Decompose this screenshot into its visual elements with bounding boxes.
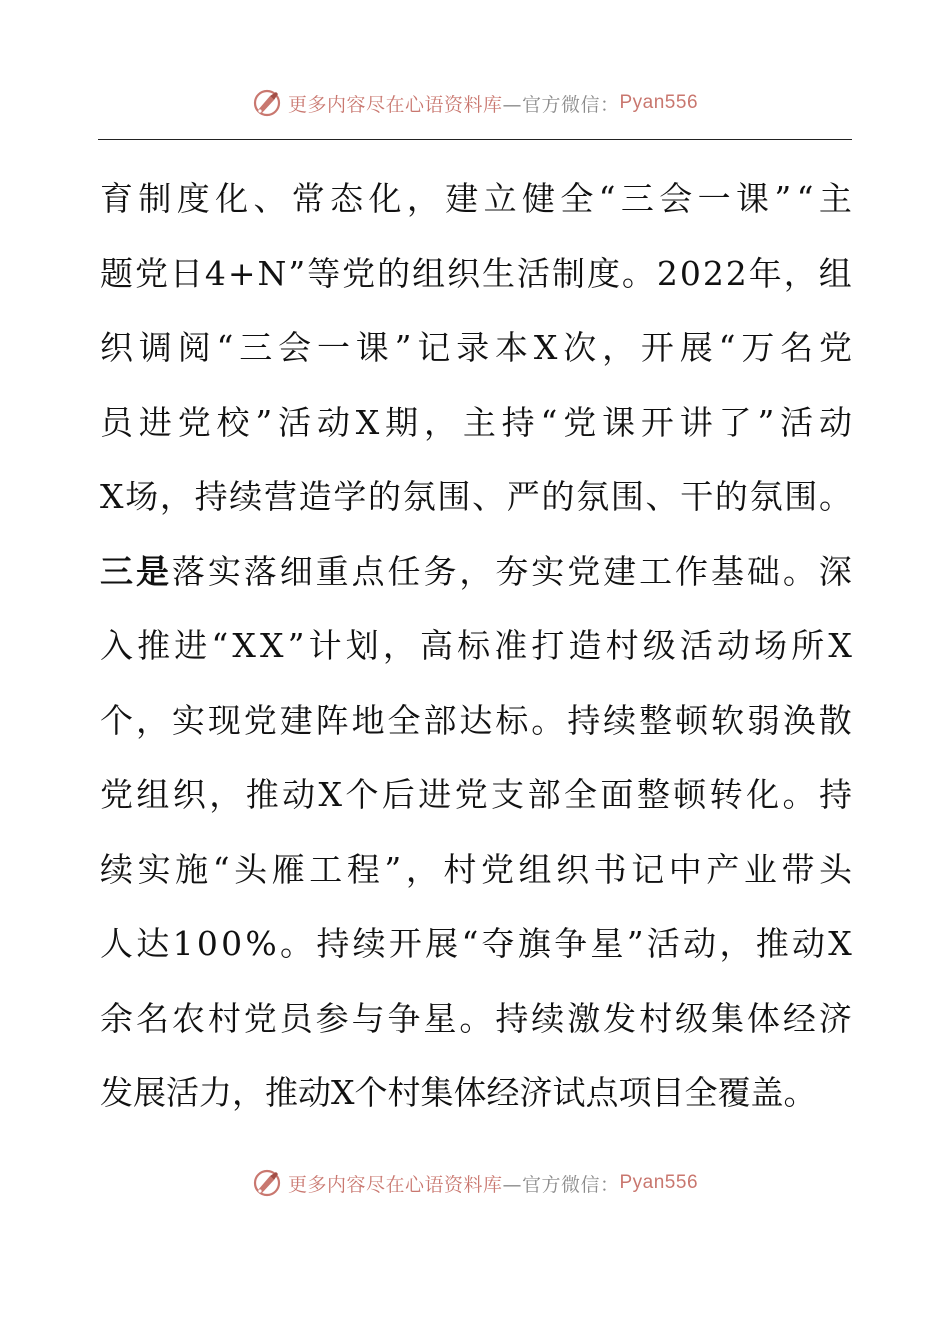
body-char: 个 [100,700,133,740]
body-char: 实 [531,551,565,591]
body-line-text [100,907,852,982]
body-char: 落 [243,551,277,591]
body-char: 2 [656,253,678,293]
body-char: 级 [642,626,676,665]
body-char: 2 [725,253,747,293]
body-char: 造 [298,477,332,516]
body-char: 参 [315,998,349,1038]
body-char: 持 [818,775,852,814]
body-char: 实 [137,849,171,889]
body-char: “ [718,328,736,367]
body-char: 场 [125,477,159,516]
body-char: 工 [639,551,673,591]
body-char: 书 [593,849,627,889]
body-char: 4 [204,253,226,293]
body-line [100,311,852,386]
body-char: 万 [741,328,775,367]
body-char: 高 [420,626,453,665]
body-char: 造 [568,626,602,665]
body-char: 准 [494,626,528,665]
header-banner-handle: Pyan556 [619,92,699,113]
body-char: ， [405,849,439,889]
body-char: 校 [216,402,250,442]
body-char: 达 [459,700,493,740]
body-char: 。 [782,775,816,814]
body-char: 任 [387,551,421,591]
body-char: “ [212,849,230,889]
body-char: 化 [215,179,249,218]
body-char: 氛 [749,477,783,516]
body-char: 组 [518,849,552,889]
body-line-text [100,460,852,535]
body-char: 0 [679,253,701,293]
body-char: “ [461,924,479,963]
body-char: 争 [387,998,421,1038]
body-char: 动 [792,924,826,963]
body-char: 村 [605,626,639,665]
body-char: 化 [746,775,780,814]
body-char: 动 [282,775,316,814]
body-line-text [100,311,852,386]
body-char: 动 [717,626,750,665]
body-char: ， [135,700,169,740]
body-char: 健 [521,179,555,218]
body-char: 余 [100,998,133,1038]
body-char: ” [384,849,402,889]
body-char: 党 [134,253,168,293]
body-char: X [232,626,256,665]
body-char: 开 [640,402,674,442]
body-char: 续 [531,998,565,1038]
body-char: ” [288,253,306,293]
body-char: 学 [333,477,367,516]
body-char: 题 [100,253,133,293]
body-char: 。 [531,700,565,740]
body-char: 活 [517,253,550,293]
body-char: ” [626,924,644,963]
body-char: 划 [345,626,379,665]
body-char: 务 [423,551,457,591]
section-marker-char: 是 [135,551,169,591]
body-char: 中 [668,849,702,889]
body-char: 程 [346,849,380,889]
body-char: 持 [495,998,529,1038]
body-char: 织 [100,328,133,367]
body-char: “ [216,328,234,367]
body-char: 软 [710,700,744,740]
body-char: 实 [207,551,241,591]
body-char: 会 [659,179,693,218]
body-char: 星 [590,924,624,963]
body-char: 开 [640,328,674,367]
body-char: 头 [234,849,268,889]
body-line [100,460,852,535]
body-char: 个 [345,775,379,814]
body-char: 。 [621,253,655,293]
body-char: 化 [368,179,402,218]
footer-banner-handle: Pyan556 [619,1172,699,1193]
body-char: 阵 [315,700,349,740]
header-divider [98,139,852,140]
body-char: 名 [780,328,814,367]
body-char: “ [540,402,558,442]
body-char: 村 [639,998,673,1038]
body-char: 旗 [517,924,551,963]
body-char: 年 [748,253,782,293]
body-char: 所 [791,626,825,665]
body-char: 录 [456,328,490,367]
body-char: 涣 [782,700,816,740]
body-char: 党 [100,775,133,814]
body-char: ， [159,477,193,516]
body-char: 打 [531,626,565,665]
body-char: 地 [351,700,385,740]
body-char: ， [783,253,817,293]
body-char: X [828,626,852,665]
body-char: 制 [551,253,585,293]
body-char: 达 [136,924,170,963]
body-char: 济 [818,998,852,1038]
section-marker-char: 三 [100,551,133,591]
body-char: 持 [194,477,228,516]
body-char: ” [757,402,775,442]
body-char: 动 [316,402,350,442]
body-char: 组 [818,253,852,293]
body-char: 党 [243,998,277,1038]
body-char: 主 [818,179,852,218]
body-line-text [100,609,852,684]
body-char: 次 [563,328,597,367]
body-char: 三 [239,328,273,367]
body-char: 续 [352,924,386,963]
body-char: 本 [495,328,529,367]
body-char: 党 [342,253,376,293]
body-char: 建 [603,551,637,591]
body-line-text [100,237,852,312]
body-line-text [100,162,852,237]
body-char: 经 [782,998,816,1038]
body-char: “ [598,179,616,218]
body-char: 党 [454,775,488,814]
body-char: 带 [781,849,815,889]
body-line [100,1056,852,1131]
body-char: 点 [351,551,385,591]
body-char: 标 [457,626,491,665]
body-line [100,833,852,908]
body-char: 氛 [402,477,436,516]
body-char: 制 [138,179,172,218]
pen-nib-logo-icon [252,1168,282,1198]
body-char: 整 [639,700,673,740]
body-char: 一 [697,179,731,218]
body-char: 标 [495,700,529,740]
body-char: 活 [679,626,713,665]
body-char: 的 [377,253,411,293]
body-char: ， [459,551,493,591]
body-line-text [100,535,852,610]
body-char: X [100,477,124,516]
body-char: 顿 [675,700,708,740]
body-char: 记 [417,328,451,367]
body-char: 施 [175,849,209,889]
body-char: 进 [418,775,452,814]
body-char: 细 [279,551,313,591]
body-char: 续 [229,477,263,516]
body-char: % [245,924,277,963]
body-char: 组 [412,253,446,293]
pen-nib-logo-icon [252,88,282,118]
body-char: ” [394,328,412,367]
body-char: 日 [169,253,203,293]
body-char: ， [382,626,416,665]
body-char: 态 [330,179,364,218]
body-char: 织 [172,775,206,814]
body-char: 调 [138,328,172,367]
body-char: 。 [782,551,816,591]
body-char: ， [423,402,457,442]
body-char: 实 [171,700,205,740]
body-char: 农 [171,998,205,1038]
body-line [100,684,852,759]
body-char: 计 [308,626,342,665]
body-char: 推 [245,775,279,814]
body-char: 进 [138,402,172,442]
body-char: “ [796,179,814,218]
body-char: 织 [447,253,481,293]
body-char: 党 [567,551,601,591]
body-char: 员 [100,402,133,442]
body-char: 星 [423,998,457,1038]
body-char: 了 [718,402,752,442]
body-char: 、 [645,477,679,516]
body-char: 组 [136,775,170,814]
body-char: 讲 [679,402,713,442]
body-line-text [100,982,852,1057]
document-body [100,162,852,1131]
body-char: 生 [482,253,516,293]
body-char: 党 [563,402,597,442]
body-char: ， [209,775,243,814]
body-char: X [260,626,284,665]
body-char: 与 [351,998,385,1038]
body-char: 重 [315,551,349,591]
body-line [100,982,852,1057]
body-char: N [257,253,287,293]
body-char: 0 [196,924,218,963]
body-char: 的 [368,477,401,516]
body-char: 立 [483,179,517,218]
body-char: 。 [280,924,314,963]
body-char: 顿 [673,775,707,814]
body-char: 面 [600,775,634,814]
body-char: 持 [316,924,350,963]
body-line [100,907,852,982]
body-char: 党 [819,328,852,367]
body-char: 干 [680,477,714,516]
body-line [100,237,852,312]
body-char: ” [287,626,305,665]
body-char: 弱 [746,700,780,740]
body-char: 会 [278,328,312,367]
body-char: 期 [385,402,419,442]
body-char: 持 [567,700,601,740]
body-char: + [227,253,256,293]
body-char: 围 [610,477,644,516]
body-char: 课 [602,402,636,442]
body-char: 员 [279,998,313,1038]
body-char: 集 [710,998,744,1038]
body-char: 常 [291,179,325,218]
body-char: 全 [560,179,594,218]
body-char: 持 [501,402,535,442]
header-banner [0,86,950,120]
body-char: 推 [755,924,789,963]
body-line [100,535,852,610]
body-line-text [100,833,852,908]
body-char: 党 [177,402,211,442]
body-char: 工 [309,849,343,889]
body-char: 夺 [481,924,515,963]
body-char: X [318,775,343,814]
body-char: 记 [631,849,665,889]
body-char: 体 [746,998,780,1038]
body-char: 一 [316,328,350,367]
body-char: 阅 [177,328,211,367]
body-char: 育 [100,179,133,218]
body-char: 争 [554,924,588,963]
body-char: 织 [556,849,590,889]
header-banner-title: 更多内容尽在心语资料库 [287,93,503,116]
body-char: 雁 [271,849,305,889]
body-char: 严 [506,477,540,516]
header-banner-label: —官方微信： [502,93,620,116]
footer-banner-label: —官方微信： [502,1173,620,1196]
body-char: 度 [176,179,210,218]
body-char: 建 [445,179,479,218]
body-char: 开 [388,924,422,963]
body-char: 场 [754,626,788,665]
body-char: 围 [784,477,818,516]
footer-banner-title: 更多内容尽在心语资料库 [287,1173,503,1196]
body-char: 活 [780,402,814,442]
body-line [100,386,852,461]
body-char: 村 [207,998,241,1038]
body-line [100,162,852,237]
body-line [100,758,852,833]
body-char: 发 [603,998,637,1038]
body-char: ， [719,924,753,963]
body-line [100,609,852,684]
body-char: 础 [746,551,780,591]
body-char: 课 [355,328,389,367]
body-char: 课 [735,179,769,218]
body-char: X [533,328,558,367]
body-char: ， [406,179,440,218]
body-char: 。 [818,477,852,516]
body-char: 支 [491,775,525,814]
footer-banner [0,1166,950,1200]
body-char: 党 [480,849,514,889]
body-char: 村 [443,849,477,889]
body-line-text [100,758,852,833]
body-char: 的 [541,477,575,516]
body-char: 主 [462,402,496,442]
body-char: 激 [567,998,601,1038]
body-char: 整 [636,775,670,814]
body-char: 后 [381,775,415,814]
body-char: 三 [620,179,654,218]
body-char: 续 [603,700,637,740]
body-char: 头 [819,849,852,889]
body-char: 党 [243,700,277,740]
body-char: 级 [675,998,708,1038]
body-char: 动 [819,402,852,442]
body-char: 0 [221,924,243,963]
body-char: 的 [714,477,748,516]
body-line-text [100,386,852,461]
body-char: 散 [818,700,852,740]
body-char: 基 [710,551,744,591]
body-char: 1 [172,924,194,963]
body-char: 度 [586,253,620,293]
body-char: ， [602,328,636,367]
body-char: 人 [100,924,133,963]
body-char: 展 [425,924,459,963]
body-char: 围 [437,477,471,516]
body-char: “ [211,626,229,665]
body-char: 2 [702,253,724,293]
body-char: 进 [174,626,208,665]
body-char: ” [774,179,792,218]
body-char: 全 [563,775,597,814]
body-char: 、 [253,179,287,218]
body-char: 动 [683,924,717,963]
body-line-text [100,684,852,759]
body-char: 展 [679,328,713,367]
body-char: 等 [307,253,341,293]
body-char: 业 [743,849,777,889]
body-char: ” [255,402,273,442]
body-char: 转 [709,775,743,814]
body-char: 落 [171,551,205,591]
body-char: 现 [207,700,241,740]
body-char: 氛 [576,477,610,516]
body-char: 活 [278,402,312,442]
body-char: 部 [527,775,561,814]
body-char: 部 [423,700,457,740]
body-char: 营 [263,477,297,516]
body-char: 深 [818,551,852,591]
body-line-text: 发展活力，推动X个村集体经济试点项目全覆盖。 [100,1073,817,1112]
body-char: 活 [646,924,680,963]
body-char: 、 [472,477,506,516]
body-char: 。 [459,998,493,1038]
body-char: 全 [387,700,421,740]
body-char: 推 [137,626,171,665]
body-char: 建 [279,700,313,740]
body-char: 作 [675,551,708,591]
body-char: 入 [100,626,133,665]
body-char: X [355,402,380,442]
body-char: 产 [706,849,740,889]
body-char: 名 [135,998,169,1038]
body-char: 夯 [495,551,529,591]
body-char: X [828,924,852,963]
body-char: 续 [100,849,133,889]
